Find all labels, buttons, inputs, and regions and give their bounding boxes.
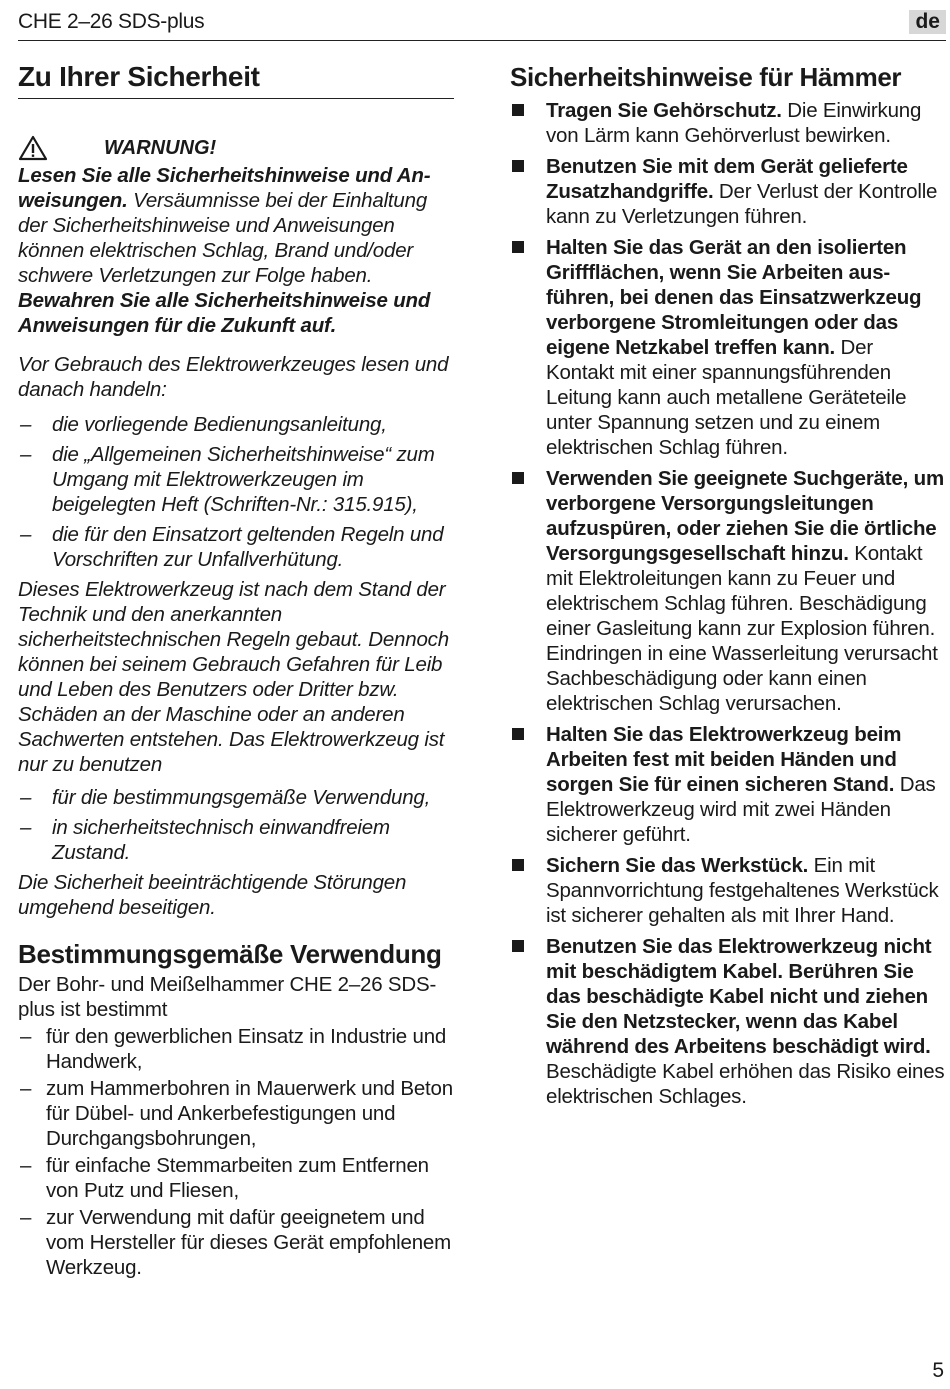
list-item: Benutzen Sie mit dem Gerät gelieferte Zusatzhandgriffe. Der Verlust der Kontrolle kann zu Verletzungen führen. [510,154,946,229]
list-item: Sichern Sie das Werkstück. Ein mit Spannvorrichtung festgehaltenes Werkstück ist sicherer gehalten als mit Ihrer Hand. [510,853,946,928]
bullet-square-icon [512,940,524,952]
bullet-square-icon [512,104,524,116]
bullet-square-icon [512,160,524,172]
bullet-square-icon [512,241,524,253]
warning-row [18,135,458,161]
list-item: – für einfache Stemmarbeiten zum Entfernen von Putz und Fliesen, [20,1154,429,1202]
language-badge: de [909,10,946,34]
list-item: – die „Allgemeinen Sicherheitshinweise“ zum Umgang mit Elektrowerkzeugen im beigelegten Heft (Schriften-Nr.: 315.915), [20,443,435,516]
list-item: Halten Sie das Elektrowerkzeug beim Arbeiten fest mit beiden Händen und sorgen Sie für einen sicheren Stand. Das Elektrowerkzeug wird mit zwei Händen sicherer geführt. [510,722,946,847]
bullet-square-icon [512,472,524,484]
list-item: – für die bestimmungsgemäße Verwendung, [20,786,431,809]
intended-use-intro: Der Bohr- und Meißelhammer CHE 2–26 SDS-plus ist bestimmt [18,973,437,1021]
left-column [18,60,458,1282]
right-column [510,60,946,1115]
list-item: – in sicherheitstechnisch einwandfreiem Zustand. [20,816,390,864]
page-number: 5 [932,1359,944,1382]
hammer-safety-list [510,98,946,1109]
intended-use-heading: Bestimmungsgemäße Verwendung [18,939,442,969]
list-item: – die für den Einsatzort geltenden Regeln und Vorschriften zur Unfallverhütung. [20,523,444,571]
list-item: Tragen Sie Gehörschutz. Die Einwirkung von Lärm kann Gehörverlust bewirken. [510,98,946,148]
bullet-square-icon [512,728,524,740]
list-item: Verwenden Sie geeignete Suchgeräte, um verborgene Versorgungsleitungen aufzuspüren, oder ziehen Sie die örtliche Versorgungsgesellschaft hinzu. Kontakt mit Elektroleitungen kann zu Feuer und elektrischem Schlag führen. Beschädigung einer Gasleitung kann zur Explosion führen. Eindringen in eine Wasserleitung verursacht Sachbeschädigung oder kann einen elektrischen Schlag verursachen. [510,466,946,716]
page-header [18,8,946,41]
list-item: – zum Hammerbohren in Mauerwerk und Beton für Dübel- und Ankerbefestigungen und Durchgangsbohrungen, [20,1077,453,1150]
list-item: – für den gewerblichen Einsatz in Industrie und Handwerk, [20,1025,447,1073]
fault-removal-text: Die Sicherheit beeinträchtigende Störungen umgehend beseitigen. [18,871,407,919]
warning-bold-1: Lesen Sie alle Sicherheitshinweise und Anweisungen. [18,164,431,212]
list-item: Benutzen Sie das Elektrowerkzeug nicht mit beschädigtem Kabel. Berühren Sie das beschädigte Kabel nicht und ziehen Sie den Netzstecker, wenn das Kabel während des Arbeitens beschädigt wird. Beschädigte Kabel erhöhen das Risiko eines elektrischen Schlages. [510,934,946,1109]
bullet-square-icon [512,859,524,871]
warning-label: WARNUNG! [104,136,217,159]
warning-text [18,163,458,288]
intended-use-list [18,1024,458,1280]
list-item: – die vorliegende Bedienungsanleitung, [20,413,387,436]
hammer-safety-heading: Sicherheitshinweise für Hämmer [510,62,902,92]
warning-body: Versäumnisse bei der Einhaltung der Sicherheitshinweise und Anweisungen können elektrischen Schlag, Brand und/oder schwere Verletzungen zur Folge haben. [18,189,428,287]
intro-text: Vor Gebrauch des Elektrowerkzeuges lesen und danach handeln: [18,353,449,401]
product-title: CHE 2–26 SDS-plus [18,10,205,33]
read-list [18,412,458,572]
safety-heading: Zu Ihrer Sicherheit [18,60,454,99]
keep-instructions-text: Bewahren Sie alle Sicherheitshinweise und Anweisungen für die Zukunft auf. [18,289,431,337]
usage-conditions-list [18,785,458,865]
warning-triangle-icon [18,135,48,161]
state-of-art-text: Dieses Elektrowerkzeug ist nach dem Stand der Technik und den anerkannten sicherheitstechnischen Regeln gebaut. Dennoch können bei seinem Gebrauch Gefahren für Leib und Leben des Benutzers oder Dritter bzw. Schäden an der Maschine oder an anderen Sachwerten entstehen. Das Elektrowerkzeug ist nur zu benutzen [18,578,449,776]
list-item: Halten Sie das Gerät an den isolierten Griffflächen, wenn Sie Arbeiten ausführen, bei denen das Einsatzwerkzeug verborgene Stromleitungen oder das eigene Netzkabel treffen kann. Der Kontakt mit einer spannungsführenden Leitung kann auch metallene Geräteteile unter Spannung setzen und zu einem elektrischen Schlag führen. [510,235,946,460]
list-item: – zur Verwendung mit dafür geeignetem und vom Hersteller für dieses Gerät empfohlenem Werkzeug. [20,1206,451,1279]
